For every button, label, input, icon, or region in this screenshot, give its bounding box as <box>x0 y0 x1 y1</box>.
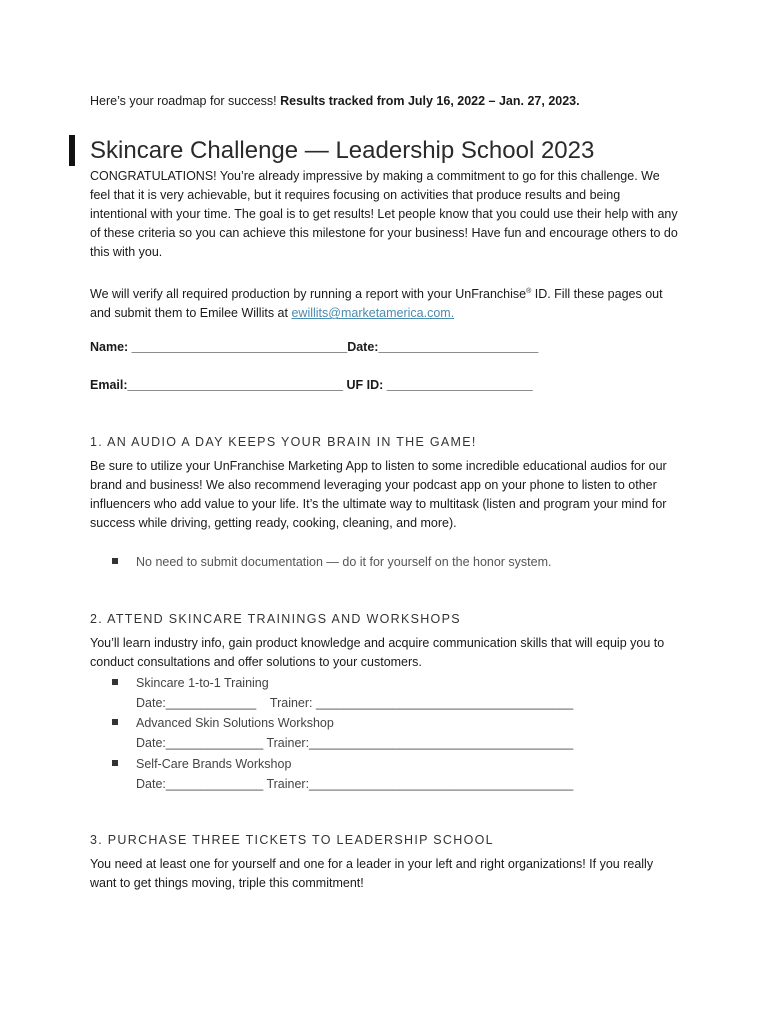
section-3-body: You need at least one for yourself and one for a leader in your left and right organizations! If you really want to get things moving, triple this commitment! <box>90 857 654 890</box>
name-date-field[interactable]: Name: _______________________________Date:_______________________ <box>90 340 539 354</box>
bullet-icon <box>112 719 118 725</box>
intro-lead: Here’s your roadmap for success! <box>90 94 281 108</box>
training-item-label: Self-Care Brands Workshop <box>136 757 292 771</box>
training-date-trainer-field[interactable]: Date:______________ Trainer:______________________________________ <box>136 777 574 791</box>
section-2-heading: 2. ATTEND SKINCARE TRAININGS AND WORKSHOPS <box>90 612 461 626</box>
section-3-heading: 3. PURCHASE THREE TICKETS TO LEADERSHIP SCHOOL <box>90 833 494 847</box>
email-ufid-field[interactable]: Email:_______________________________ UF ID: _____________________ <box>90 378 533 392</box>
intro-line <box>90 94 580 108</box>
training-item <box>112 757 291 771</box>
title-accent-bar <box>69 135 75 166</box>
bullet-icon <box>112 558 118 564</box>
bullet-icon <box>112 679 118 685</box>
page-title: Skincare Challenge — Leadership School 2023 <box>90 137 595 164</box>
training-item-label: Advanced Skin Solutions Workshop <box>136 716 334 730</box>
intro-dates: Results tracked from July 16, 2022 – Jan. 27, 2023. <box>280 94 580 108</box>
bullet-icon <box>112 760 118 766</box>
registered-mark: ® <box>526 288 532 295</box>
training-date-trainer-field[interactable]: Date:______________ Trainer:______________________________________ <box>136 736 574 750</box>
verification-paragraph <box>90 282 680 323</box>
section-1-heading: 1. AN AUDIO A DAY KEEPS YOUR BRAIN IN THE GAME! <box>90 435 477 449</box>
section-1-body: Be sure to utilize your UnFranchise Marketing App to listen to some incredible educational audios for our brand and business! We also recommend leveraging your podcast app on your phone to listen to other influencers who add value to your life. It’s the ultimate way to multitask (listen and program your mind for success while driving, getting ready, cooking, cleaning, and more). <box>90 459 667 530</box>
section-2-body: You’ll learn industry info, gain product knowledge and acquire communication skills that will equip you to conduct consultations and offer solutions to your customers. <box>90 636 665 669</box>
congratulations-paragraph: CONGRATULATIONS! You’re already impressive by making a commitment to go for this challenge. We feel that it is very achievable, but it requires focusing on activities that produce results and being intentional with your time. The goal is to get results! Let people know that you could use their help with any of these criteria so you can achieve this milestone for your business! Have fun and encourage others to do this with you. <box>90 169 678 259</box>
verification-text-b: ID. Fill these pages out and submit them to Emilee Willits at <box>90 287 663 321</box>
section-1-bullet <box>112 555 552 569</box>
training-item <box>112 716 334 730</box>
training-item <box>112 676 269 690</box>
training-date-trainer-field[interactable]: Date:_____________ Trainer: _____________________________________ <box>136 696 574 710</box>
verification-text-a: We will verify all required production by running a report with your UnFranchise <box>90 287 527 302</box>
email-link[interactable]: ewillits@marketamerica.com. <box>291 306 455 321</box>
section-1-bullet-text: No need to submit documentation — do it for yourself on the honor system. <box>136 555 552 569</box>
training-item-label: Skincare 1-to-1 Training <box>136 676 269 690</box>
